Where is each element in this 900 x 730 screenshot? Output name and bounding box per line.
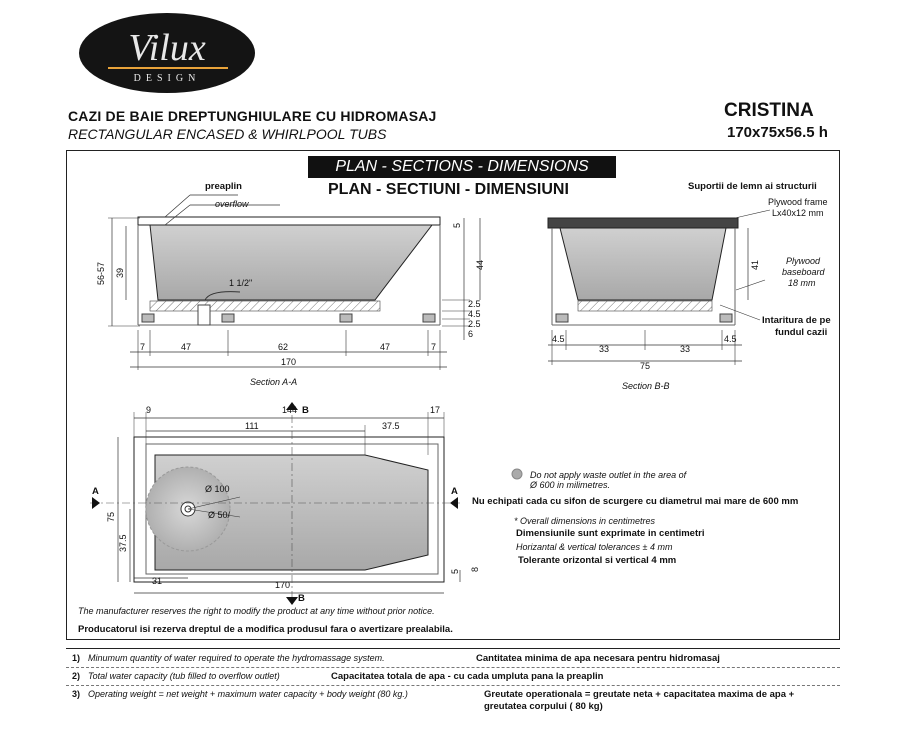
baseboard-label-2: baseboard [782,267,825,277]
rights-note-ro: Producatorul isi rezerva dreptul de a modifica produsul fara o avertizare prealabila. [78,624,453,635]
row-divider [66,667,840,668]
row-english: Operating weight = net weight + maximum water capacity + body weight (80 kg.) [88,689,408,699]
dim-plan-75: 75 [106,511,116,522]
waste-note-en-2: Ø 600 in milimetres. [530,480,611,490]
baseboard-label-3: 18 mm [788,278,816,288]
row-divider [66,685,840,686]
section-aa [108,195,480,370]
dim-bb-41: 41 [750,259,760,270]
row-romanian: Capacitatea totala de apa - cu cada umpluta pana la preaplin [331,671,604,682]
dim-plan-37-5-top: 37.5 [382,421,400,431]
overflow-label: overflow [215,199,249,209]
dim-aa-5: 5 [452,222,462,228]
baseboard-label-1: Plywood [786,256,821,266]
pipe-label: 1 1/2" [229,278,253,288]
dim-bb-4-5-right: 4.5 [724,334,737,344]
dim-plan-144: 144 [282,405,298,415]
row-number: 3) [72,689,81,699]
reinforce-label-2: fundul cazii [775,327,828,338]
dim-plan-17: 17 [430,405,441,415]
svg-text:Vilux: Vilux [128,27,206,69]
section-marker-a-left: A [92,486,99,497]
frame-label-2: Lx40x12 mm [772,208,824,218]
section-bb [548,210,770,365]
diameter-100: Ø 100 [205,484,230,494]
dim-aa-right-7: 7 [431,342,437,352]
dim-plan-170: 170 [275,580,291,590]
tolerance-note-ro: Tolerante orizontal si vertical 4 mm [518,555,677,566]
preaplin-label: preaplin [205,181,242,192]
dim-aa-47-left: 47 [181,342,192,352]
dim-bb-75: 75 [640,361,651,371]
row-number: 1) [72,653,81,663]
support-label: Suportii de lemn ai structurii [688,181,817,192]
dim-plan-9: 9 [146,405,152,415]
dim-bb-33-right: 33 [680,344,691,354]
frame-label-1: Plywood frame [768,197,828,207]
model-name: CRISTINA [724,100,814,121]
caption-section-aa: Section A-A [250,377,298,387]
title-english: RECTANGULAR ENCASED & WHIRLPOOL TUBS [68,126,387,142]
dim-plan-5: 5 [450,568,460,574]
info-table [66,648,840,717]
dim-plan-111: 111 [245,421,259,431]
dim-aa-47-right: 47 [380,342,391,352]
dim-plan-8: 8 [470,566,480,572]
diameter-50: Ø 50/ [208,510,231,520]
row-english: Minumum quantity of water required to operate the hydromassage system. [88,653,385,663]
row-romanian: Greutate operationala = greutate neta + capacitatea maxima de apa + greutatea corpului ( 80 kg) [484,689,795,712]
title-romanian: CAZI DE BAIE DREPTUNGHIULARE CU HIDROMASAJ [68,108,437,124]
dim-aa-62: 62 [278,342,289,352]
tolerance-note-en: Horizantal & vertical tolerances ± 4 mm [516,542,673,552]
dim-aa-6: 6 [468,329,474,339]
dim-aa-56-57: 56-57 [96,261,106,285]
dim-aa-2-5-bottom: 2.5 [468,319,481,329]
caption-section-bb: Section B-B [622,381,670,391]
model-size: 170x75x56.5 h [727,124,828,141]
waste-note-ro: Nu echipati cada cu sifon de scurgere cu diametrul mai mare de 600 mm [472,496,799,507]
section-marker-b-bottom: B [298,593,305,604]
section-marker-a-right: A [451,486,458,497]
dims-note-ro: Dimensiunile sunt exprimate in centimetri [516,528,705,539]
band-english: PLAN - SECTIONS - DIMENSIONS [308,156,616,178]
dim-plan-37-5-left: 37.5 [118,534,128,552]
row-english: Total water capacity (tub filled to overflow outlet) [88,671,280,681]
plan-view [90,402,522,605]
dim-aa-4-5: 4.5 [468,309,481,319]
row-number: 2) [72,671,81,681]
waste-note-en-1: Do not apply waste outlet in the area of [530,470,687,480]
row-romanian: Cantitatea minima de apa necesara pentru hidromasaj [476,653,720,664]
rights-note-en: The manufacturer reserves the right to modify the product at any time without prior notice. [78,606,435,616]
dim-bb-4-5-left: 4.5 [552,334,565,344]
reinforce-label-1: Intaritura de pe [762,315,831,326]
dim-aa-left-7: 7 [140,342,146,352]
dim-aa-39: 39 [115,267,125,278]
svg-text:DESIGN: DESIGN [133,73,201,84]
dim-bb-33-left: 33 [599,344,610,354]
dim-aa-170: 170 [281,357,297,367]
dims-note-en: * Overall dimensions in centimetres [514,516,656,526]
dim-plan-31: 31 [152,576,163,586]
dim-aa-2-5-top: 2.5 [468,299,481,309]
dim-aa-44: 44 [475,259,485,270]
band-romanian: PLAN - SECTIUNI - DIMENSIUNI [328,181,569,198]
section-marker-b-top: B [302,405,309,416]
